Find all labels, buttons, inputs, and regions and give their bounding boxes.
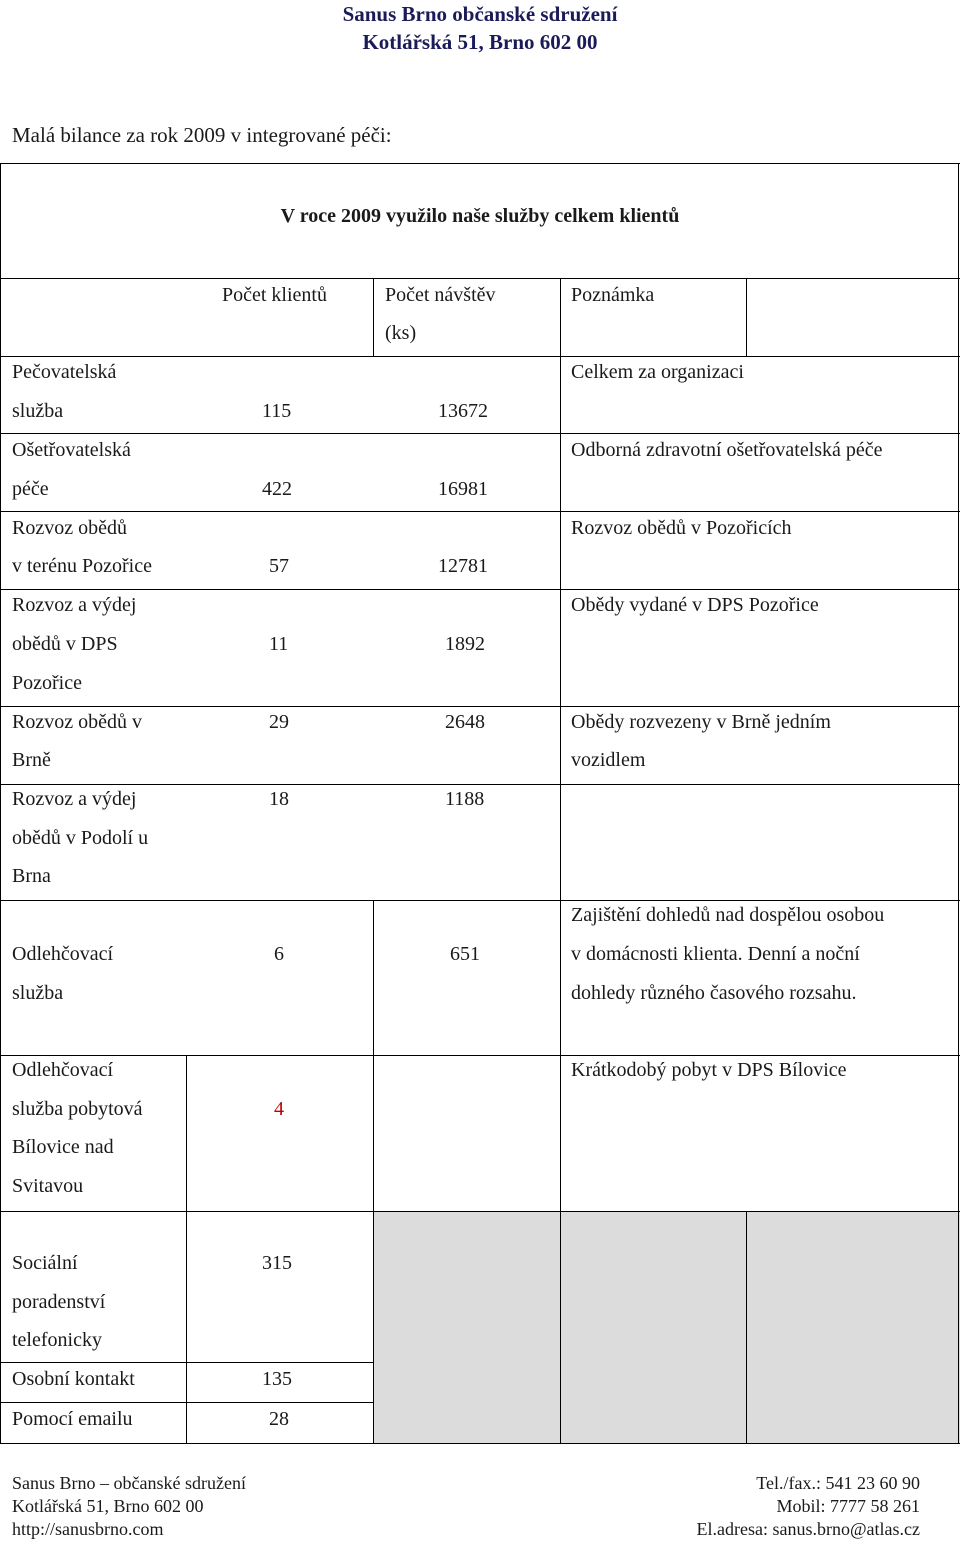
row-clients: 422 bbox=[262, 478, 292, 500]
header-clients: Počet klientů bbox=[222, 284, 327, 306]
row-label: Svitavou bbox=[12, 1175, 84, 1197]
row-label: Rozvoz a výdej bbox=[12, 788, 137, 810]
row-label: Bílovice nad bbox=[12, 1136, 114, 1158]
header-note: Poznámka bbox=[571, 284, 655, 306]
row-clients: 29 bbox=[269, 711, 289, 733]
row-clients-highlighted: 4 bbox=[274, 1098, 284, 1120]
shaded-cell bbox=[561, 1212, 748, 1444]
footer-address: Kotlářská 51, Brno 602 00 bbox=[12, 1496, 204, 1516]
row-label: v terénu Pozořice bbox=[12, 555, 152, 577]
row-label: služba bbox=[12, 400, 64, 422]
footer-org-name: Sanus Brno – občanské sdružení bbox=[12, 1473, 246, 1493]
shaded-cell bbox=[374, 1212, 561, 1444]
table-title: V roce 2009 využilo naše služby celkem klientů bbox=[280, 205, 680, 227]
row-note: Krátkodobý pobyt v DPS Bílovice bbox=[571, 1059, 847, 1081]
row-visits: 13672 bbox=[438, 400, 488, 422]
row-label: Rozvoz a výdej bbox=[12, 594, 137, 616]
row-note: vozidlem bbox=[571, 749, 646, 771]
footer-website[interactable]: http://sanusbrno.com bbox=[12, 1519, 164, 1539]
row-label: Rozvoz obědů v bbox=[12, 711, 142, 733]
row-clients: 135 bbox=[262, 1368, 292, 1390]
row-clients: 18 bbox=[269, 788, 289, 810]
header-visits-unit: (ks) bbox=[385, 322, 417, 344]
organization-address: Kotlářská 51, Brno 602 00 bbox=[362, 30, 598, 54]
row-label: Pomocí emailu bbox=[12, 1408, 133, 1430]
row-clients: 28 bbox=[269, 1408, 289, 1430]
footer-phone: Tel./fax.: 541 23 60 90 bbox=[756, 1473, 920, 1493]
row-note: Odborná zdravotní ošetřovatelská péče bbox=[571, 439, 883, 461]
row-label: Pečovatelská bbox=[12, 361, 117, 383]
row-label: péče bbox=[12, 478, 49, 500]
row-visits: 1892 bbox=[445, 633, 485, 655]
row-label: Rozvoz obědů bbox=[12, 517, 127, 539]
row-note: Obědy rozvezeny v Brně jedním bbox=[571, 711, 831, 733]
row-clients: 6 bbox=[274, 943, 284, 965]
row-note: v domácnosti klienta. Denní a noční bbox=[571, 943, 860, 965]
row-label: poradenství bbox=[12, 1291, 106, 1313]
row-label: Ošetřovatelská bbox=[12, 439, 131, 461]
row-label: Osobní kontakt bbox=[12, 1368, 135, 1390]
row-label: služba bbox=[12, 982, 64, 1004]
row-label: Brně bbox=[12, 749, 51, 771]
row-label: obědů v Podolí u bbox=[12, 827, 149, 849]
row-clients: 11 bbox=[269, 633, 289, 655]
row-clients: 115 bbox=[262, 400, 292, 422]
header-visits: Počet návštěv bbox=[385, 284, 496, 306]
row-label: Sociální bbox=[12, 1252, 78, 1274]
footer-email[interactable]: El.adresa: sanus.brno@atlas.cz bbox=[696, 1519, 920, 1539]
row-label: Odlehčovací bbox=[12, 1059, 114, 1081]
footer-mobile: Mobil: 7777 58 261 bbox=[776, 1496, 920, 1516]
row-visits: 16981 bbox=[438, 478, 488, 500]
row-note: Obědy vydané v DPS Pozořice bbox=[571, 594, 819, 616]
row-visits: 2648 bbox=[445, 711, 485, 733]
row-note: Rozvoz obědů v Pozořicích bbox=[571, 517, 792, 539]
row-label: služba pobytová bbox=[12, 1098, 143, 1120]
row-label: Brna bbox=[12, 865, 51, 887]
row-visits: 1188 bbox=[445, 788, 485, 810]
row-clients: 57 bbox=[269, 555, 289, 577]
row-label: obědů v DPS bbox=[12, 633, 118, 655]
document-subtitle: Malá bilance za rok 2009 v integrované péči: bbox=[12, 123, 392, 147]
row-note: dohledy různého časového rozsahu. bbox=[571, 982, 857, 1004]
row-note: Celkem za organizaci bbox=[571, 361, 744, 383]
row-note: Zajištění dohledů nad dospělou osobou bbox=[571, 904, 885, 926]
row-label: Pozořice bbox=[12, 672, 82, 694]
row-label: telefonicky bbox=[12, 1329, 102, 1351]
row-visits: 12781 bbox=[438, 555, 488, 577]
row-label: Odlehčovací bbox=[12, 943, 114, 965]
organization-name: Sanus Brno občanské sdružení bbox=[342, 2, 618, 26]
row-visits: 651 bbox=[450, 943, 480, 965]
shaded-cell bbox=[748, 1212, 960, 1444]
row-clients: 315 bbox=[262, 1252, 292, 1274]
